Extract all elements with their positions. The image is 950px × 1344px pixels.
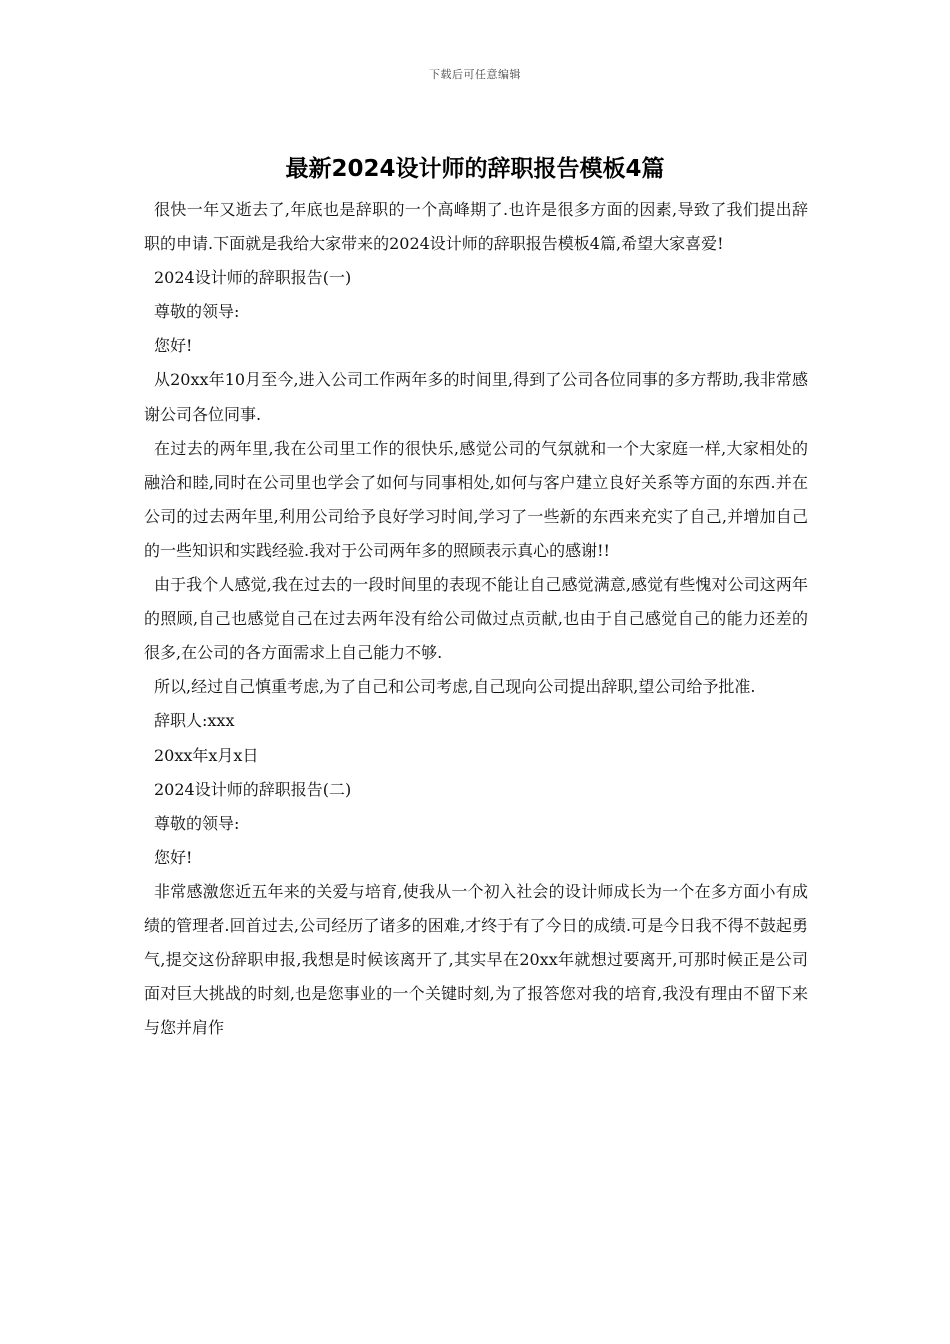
paragraph-intro: 很快一年又逝去了,年底也是辞职的一个高峰期了.也许是很多方面的因素,导致了我们提出辞职的申请.下面就是我给大家带来的2024设计师的辞职报告模板4篇,希望大家喜爱! [144, 200, 808, 254]
section-heading-2: 2024设计师的辞职报告(二) [154, 779, 352, 799]
page-header-note: 下载后可任意编辑 [429, 68, 521, 81]
paragraph: 从20xx年10月至今,进入公司工作两年多的时间里,得到了公司各位同事的多方帮助,我非常感谢公司各位同事. [144, 370, 808, 424]
document-title: 最新2024设计师的辞职报告模板4篇 [285, 156, 665, 182]
paragraph: 所以,经过自己慎重考虑,为了自己和公司考虑,自己现向公司提出辞职,望公司给予批准. [154, 677, 756, 697]
section-heading-1: 2024设计师的辞职报告(一) [154, 268, 352, 288]
greeting: 您好! [154, 847, 193, 867]
salutation: 尊敬的领导: [154, 813, 240, 833]
paragraph: 非常感激您近五年来的关爱与培育,使我从一个初入社会的设计师成长为一个在多方面小有成绩的管理者.回首过去,公司经历了诸多的困难,才终于有了今日的成绩.可是今日我不得不鼓起勇气,提交这份辞职申报,我想是时候该离开了,其实早在20xx年就想过要离开,可那时候正是公司面对巨大挑战的时刻,也是您事业的一个关键时刻,为了报答您对我的培育,我没有理由不留下来与您并肩作 [144, 881, 808, 1038]
date-line: 20xx年x月x日 [154, 745, 259, 765]
salutation: 尊敬的领导: [154, 302, 240, 322]
paragraph: 由于我个人感觉,我在过去的一段时间里的表现不能让自己感觉满意,感觉有些愧对公司这两年的照顾,自己也感觉自己在过去两年没有给公司做过点贡献,也由于自己感觉自己的能力还差的很多,在公司的各方面需求上自己能力不够. [144, 575, 808, 663]
signature-line: 辞职人:xxx [154, 711, 235, 731]
greeting: 您好! [154, 336, 193, 356]
document-body [144, 193, 808, 1045]
paragraph: 在过去的两年里,我在公司里工作的很快乐,感觉公司的气氛就和一个大家庭一样,大家相处的融洽和睦,同时在公司里也学会了如何与同事相处,如何与客户建立良好关系等方面的东西.并在公司的过去两年里,利用公司给予良好学习时间,学习了一些新的东西来充实了自己,并增加自己的一些知识和实践经验.我对于公司两年多的照顾表示真心的感谢!! [144, 438, 808, 560]
